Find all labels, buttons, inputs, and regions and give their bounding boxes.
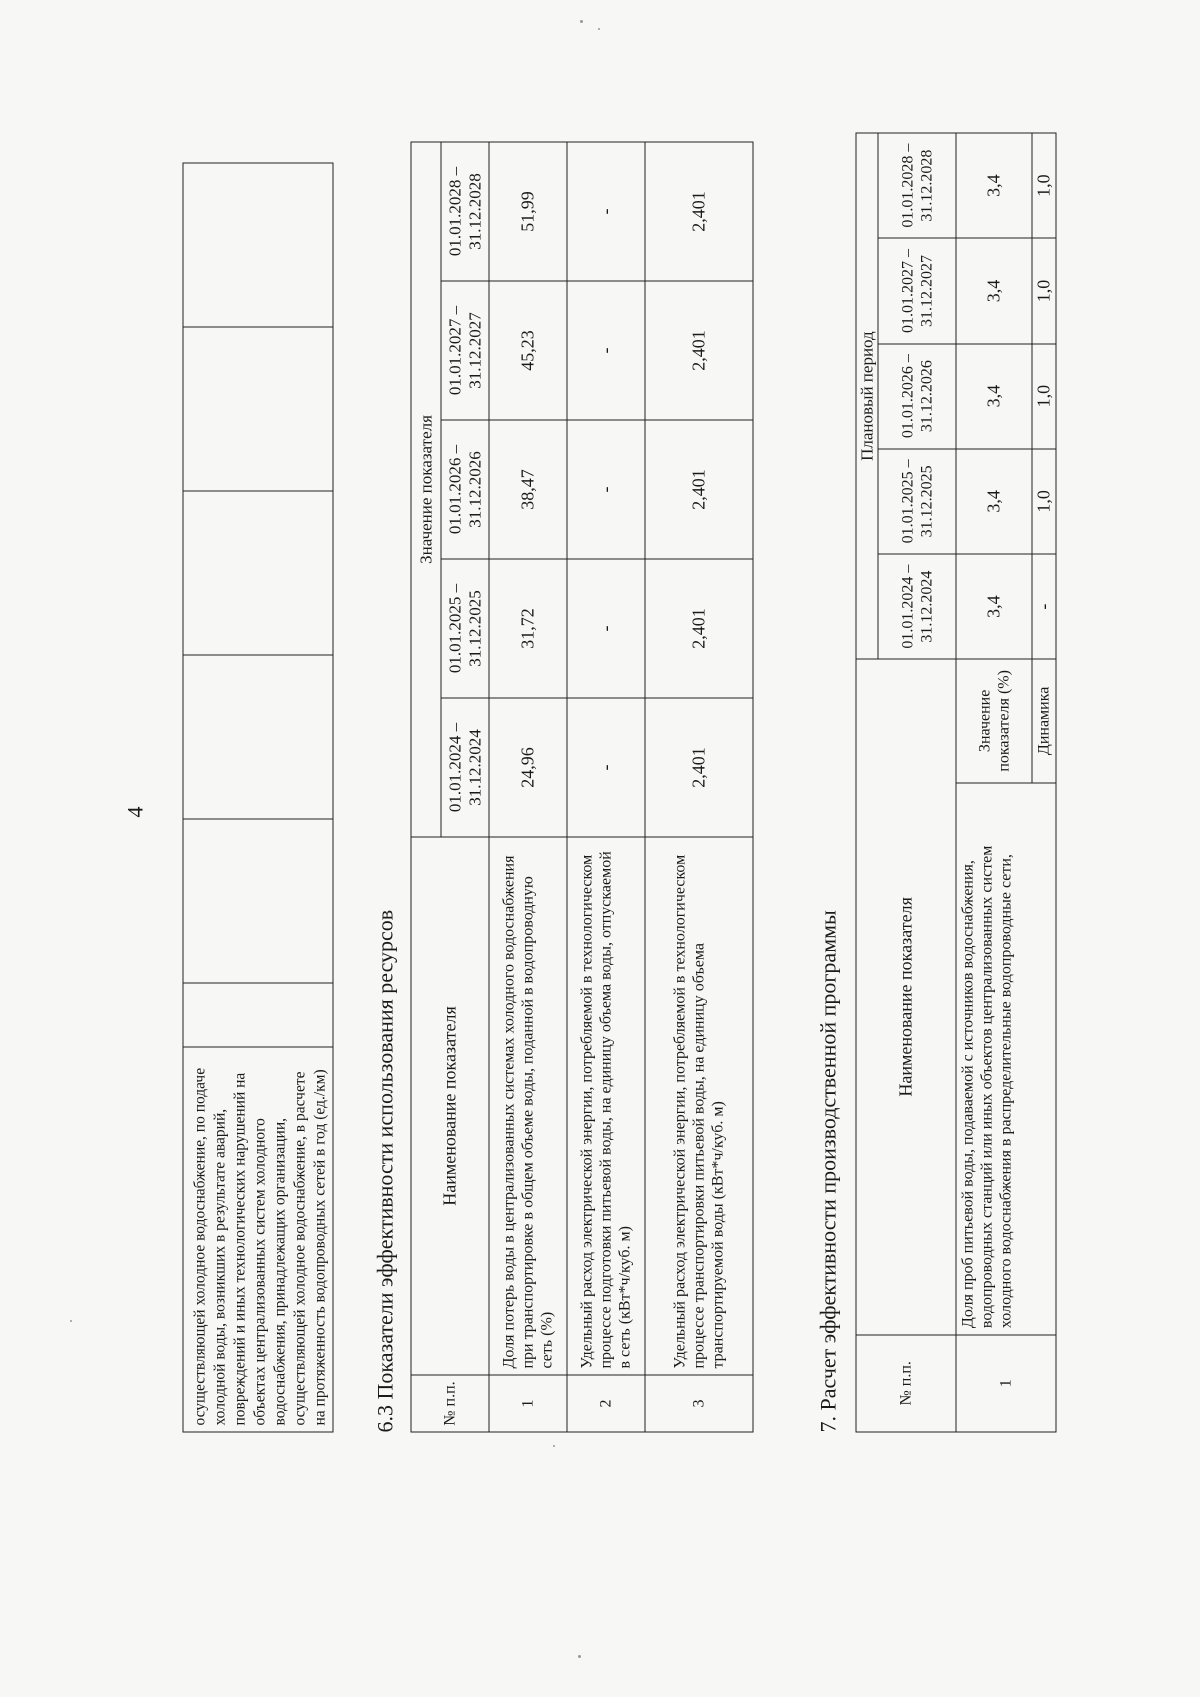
section-6-3-title: 6.3 Показатели эффективности использования ресурсов	[372, 909, 397, 1432]
row-value: 51,99	[489, 141, 567, 280]
continued-indicator-text: осуществляющей холодное водоснабжение, по подаче холодной воды, возникших в результате аварий, повреждений и иных технологических нарушений на объектах централизованных систем холодного водоснабжения, принадлежащих организации, осуществляющей холодное водоснабжение, в расчете на протяженность водопроводных сетей в год (ед./км)	[183, 1047, 333, 1432]
empty-cell	[183, 327, 333, 491]
row-dynamics: 1,0	[1032, 448, 1056, 553]
header-no: № п.п.	[411, 1375, 489, 1432]
scan-speck	[580, 20, 583, 23]
row-value: -	[567, 281, 645, 420]
period-header: 01.01.2027 – 31.12.2027	[878, 238, 956, 343]
row-no: 2	[567, 1375, 645, 1432]
row-name: Удельный расход электрической энергии, потребляемой в технологическом процессе подготовки питьевой воды, на единицу объема воды, отпускаемой в сеть (кВт*ч/куб. м)	[567, 837, 645, 1375]
table-row	[489, 141, 567, 1431]
table-row	[183, 163, 333, 1432]
table-row	[567, 141, 645, 1431]
period-header: 01.01.2028 – 31.12.2028	[878, 133, 956, 238]
row-dynamics: 1,0	[1032, 238, 1056, 343]
row-value: 2,401	[645, 141, 753, 280]
empty-cell	[183, 819, 333, 983]
period-header: 01.01.2025 – 31.12.2025	[878, 448, 956, 553]
period-header: 01.01.2024 – 31.12.2024	[441, 698, 489, 837]
continued-indicator-table	[182, 162, 333, 1432]
section-7-title: 7. Расчет эффективности производственной программы	[815, 909, 840, 1432]
row-value: 2,401	[645, 698, 753, 837]
row-dynamics: 1,0	[1032, 133, 1056, 238]
row-name: Доля потерь воды в централизованных системах холодного водоснабжения при транспортировке в общем объеме воды, поданной в водопроводную сеть (%)	[489, 837, 567, 1375]
row-no: 1	[489, 1375, 567, 1432]
table-header-row	[856, 133, 878, 1432]
empty-cell	[183, 163, 333, 327]
row-value: -	[567, 141, 645, 280]
program-efficiency-table	[855, 132, 1056, 1432]
table-row	[956, 133, 1032, 1432]
row-value: -	[567, 420, 645, 559]
table-header-row	[411, 141, 441, 1431]
header-value: Значение показателя	[411, 141, 441, 836]
sub-dynamics-label: Динамика	[1032, 659, 1056, 782]
empty-cell	[183, 983, 333, 1047]
scan-speck	[578, 1655, 581, 1658]
row-value: 45,23	[489, 281, 567, 420]
row-name: Доля проб питьевой воды, подаваемой с источников водоснабжения, водопроводных станций или иных объектов централизованных систем холодного водоснабжения в распределительные водопроводные сети,	[956, 782, 1056, 1334]
row-value: 2,401	[645, 281, 753, 420]
resource-efficiency-table	[410, 141, 753, 1432]
row-dynamics: 1,0	[1032, 343, 1056, 448]
row-no: 3	[645, 1375, 753, 1432]
row-value: 3,4	[956, 553, 1032, 658]
header-no: № п.п.	[856, 1334, 956, 1431]
row-value: 2,401	[645, 559, 753, 698]
header-name: Наименование показателя	[411, 837, 489, 1375]
period-header: 01.01.2026 – 31.12.2026	[441, 420, 489, 559]
row-value: 38,47	[489, 420, 567, 559]
row-name: Удельный расход электрической энергии, потребляемой в технологическом процессе транспортировки питьевой воды, на единицу объема транспортируемой воды (кВт*ч/куб. м)	[645, 837, 753, 1375]
period-header: 01.01.2028 – 31.12.2028	[441, 141, 489, 280]
row-dynamics: -	[1032, 553, 1056, 658]
row-no: 1	[956, 1334, 1056, 1431]
empty-cell	[183, 491, 333, 655]
table-row	[645, 141, 753, 1431]
row-value: 24,96	[489, 698, 567, 837]
row-value: 3,4	[956, 238, 1032, 343]
period-header: 01.01.2027 – 31.12.2027	[441, 281, 489, 420]
period-header: 01.01.2026 – 31.12.2026	[878, 343, 956, 448]
row-value: 3,4	[956, 343, 1032, 448]
page-number: 4	[122, 806, 147, 817]
row-value: -	[567, 559, 645, 698]
row-value: 2,401	[645, 420, 753, 559]
scan-speck	[598, 28, 600, 30]
row-value: 31,72	[489, 559, 567, 698]
scan-speck	[553, 1445, 555, 1447]
period-header: 01.01.2024 – 31.12.2024	[878, 553, 956, 658]
row-value: 3,4	[956, 133, 1032, 238]
header-plan: Плановый период	[856, 133, 878, 659]
period-header: 01.01.2025 – 31.12.2025	[441, 559, 489, 698]
header-name: Наименование показателя	[856, 659, 956, 1334]
scan-speck	[70, 1320, 72, 1322]
row-value: -	[567, 698, 645, 837]
row-value: 3,4	[956, 448, 1032, 553]
empty-cell	[183, 655, 333, 819]
sub-value-label: Значение показателя (%)	[956, 659, 1032, 782]
